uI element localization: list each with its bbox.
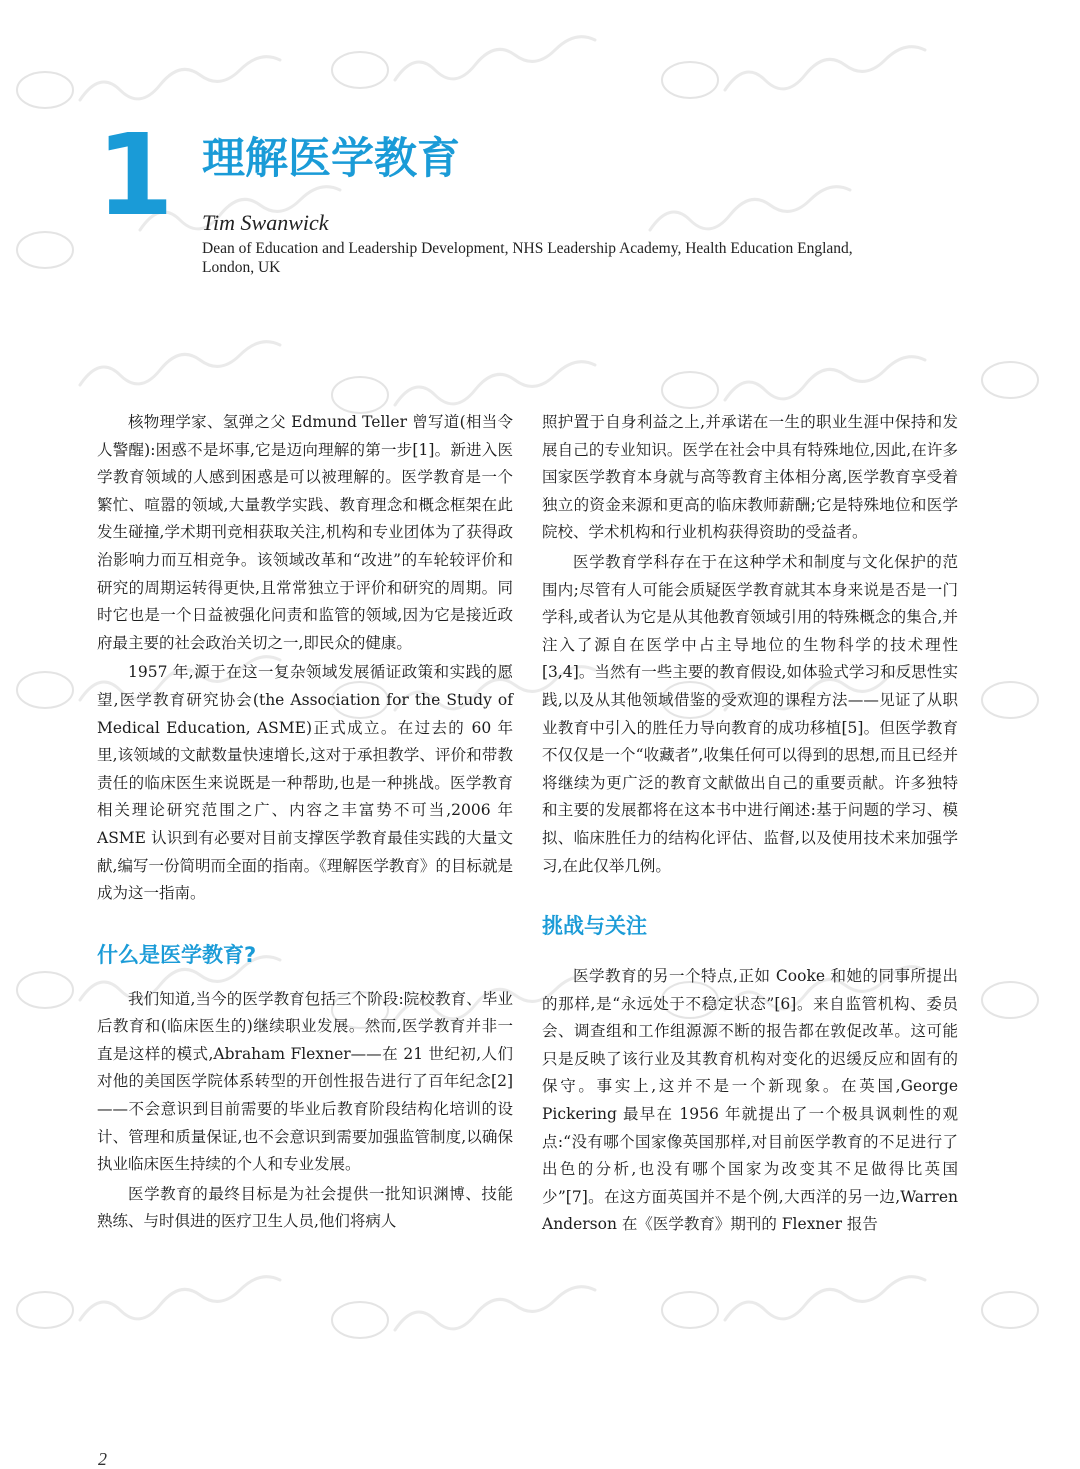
left-column — [97, 409, 513, 1236]
paragraph: 医学教育学科存在于在这种学术和制度与文化保护的范围内;尽管有人可能会质疑医学教育就其本身来说是否是一门学科,或者认为它是从其他教育领域引用的特殊概念的集合,并注入了源自在医学中占主导地位的生物科学的技术理性[3,4]。当然有一些主要的教育假设,如体验式学习和反思性实践,以及从其他领域借鉴的受欢迎的课程方法——见证了从职业教育中引入的胜任力导向教育的成功移植[5]。但医学教育不仅仅是一个“收藏者”,收集任何可以得到的思想,而且已经并将继续为更广泛的教育文献做出自己的重要贡献。许多独特和主要的发展都将在这本书中进行阐述:基于问题的学习、模拟、临床胜任力的结构化评估、监督,以及使用技术来加强学习,在此仅举几例。 — [542, 552, 958, 875]
paragraph: 1957 年,源于在这一复杂领域发展循证政策和实践的愿望,医学教育研究协会(the Association for the Study of Medical Education, ASME)正式成立。在过去的 60 年里,该领域的文献数量快速增长,这对于承担教学、评价和带教责任的临床医生来说既是一种帮助,也是一种挑战。医学教育相关理论研究范围之广、内容之丰富势不可当,2006 年 ASME 认识到有必要对目前支撑医学教育最佳实践的大量文献,编写一份简明而全面的指南。《理解医学教育》的目标就是成为这一指南。 — [97, 663, 513, 903]
page-number: 2 — [98, 1449, 107, 1469]
paragraph: 我们知道,当今的医学教育包括三个阶段:院校教育、毕业后教育和(临床医生的)继续职业发展。然而,医学教育并非一直是这样的模式,Abraham Flexner——在 21 世纪初,人们对他的美国医学院体系转型的开创性报告进行了百年纪念[2]——不会意识到目前需要的毕业后教育阶段结构化培训的设计、管理和质量保证,也不会意识到需要加强监管制度,以确保执业临床医生持续的个人和专业发展。 — [97, 989, 513, 1174]
paragraph: 医学教育的另一个特点,正如 Cooke 和她的同事所提出的那样,是“永远处于不稳定状态”[6]。来自监管机构、委员会、调查组和工作组源源不断的报告都在敦促改革。这可能只是反映了该行业及其教育机构对变化的迟缓反应和固有的保守。事实上,这并不是一个新现象。在英国,George Pickering 最早在 1956 年就提出了一个极具讽刺性的观点:“没有哪个国家像英国那样,对目前医学教育的不足进行了出色的分析,也没有哪个国家为改变其不足做得比英国少”[7]。在这方面英国并不是个例,大西洋的另一边,Warren Anderson 在《医学教育》期刊的 Flexner 报告 — [542, 967, 958, 1234]
chapter-title: 理解医学教育 — [202, 134, 460, 184]
right-column — [542, 409, 958, 1239]
paragraph: 医学教育的最终目标是为社会提供一批知识渊博、技能熟练、与时俱进的医疗卫生人员,他们将病人 — [97, 1184, 513, 1231]
paragraph: 照护置于自身利益之上,并承诺在一生的职业生涯中保持和发展自己的专业知识。医学在社会中具有特殊地位,因此,在许多国家医学教育本身就与高等教育主体相分离,医学教育享受着独立的资金来源和更高的临床教师薪酬;它是特殊地位和医学院校、学术机构和行业机构获得资助的受益者。 — [542, 413, 958, 542]
section-heading-what-is-medical-education: 什么是医学教育? — [97, 942, 257, 967]
section-heading-challenges: 挑战与关注 — [542, 914, 647, 939]
author-name: Tim Swanwick — [202, 210, 329, 235]
paragraph: 核物理学家、氢弹之父 Edmund Teller 曾写道(相当令人警醒):困惑不是坏事,它是迈向理解的第一步[1]。新进入医学教育领域的人感到困惑是可以被理解的。医学教育是一个繁忙、喧嚣的领域,大量教学实践、教育理念和概念框架在此发生碰撞,学术期刊竞相获取关注,机构和专业团体为了获得政治影响力而互相竞争。该领域改革和“改进”的车轮较评价和研究的周期运转得更快,且常常独立于评价和研究的周期。同时它也是一个日益被强化问责和监管的领域,因为它是接近政府最主要的社会政治关切之一,即民众的健康。 — [97, 413, 513, 652]
author-affiliation: Dean of Education and Leadership Development, NHS Leadership Academy, Health Education England, London, UK — [202, 240, 853, 276]
chapter-number: 1 — [96, 111, 172, 241]
